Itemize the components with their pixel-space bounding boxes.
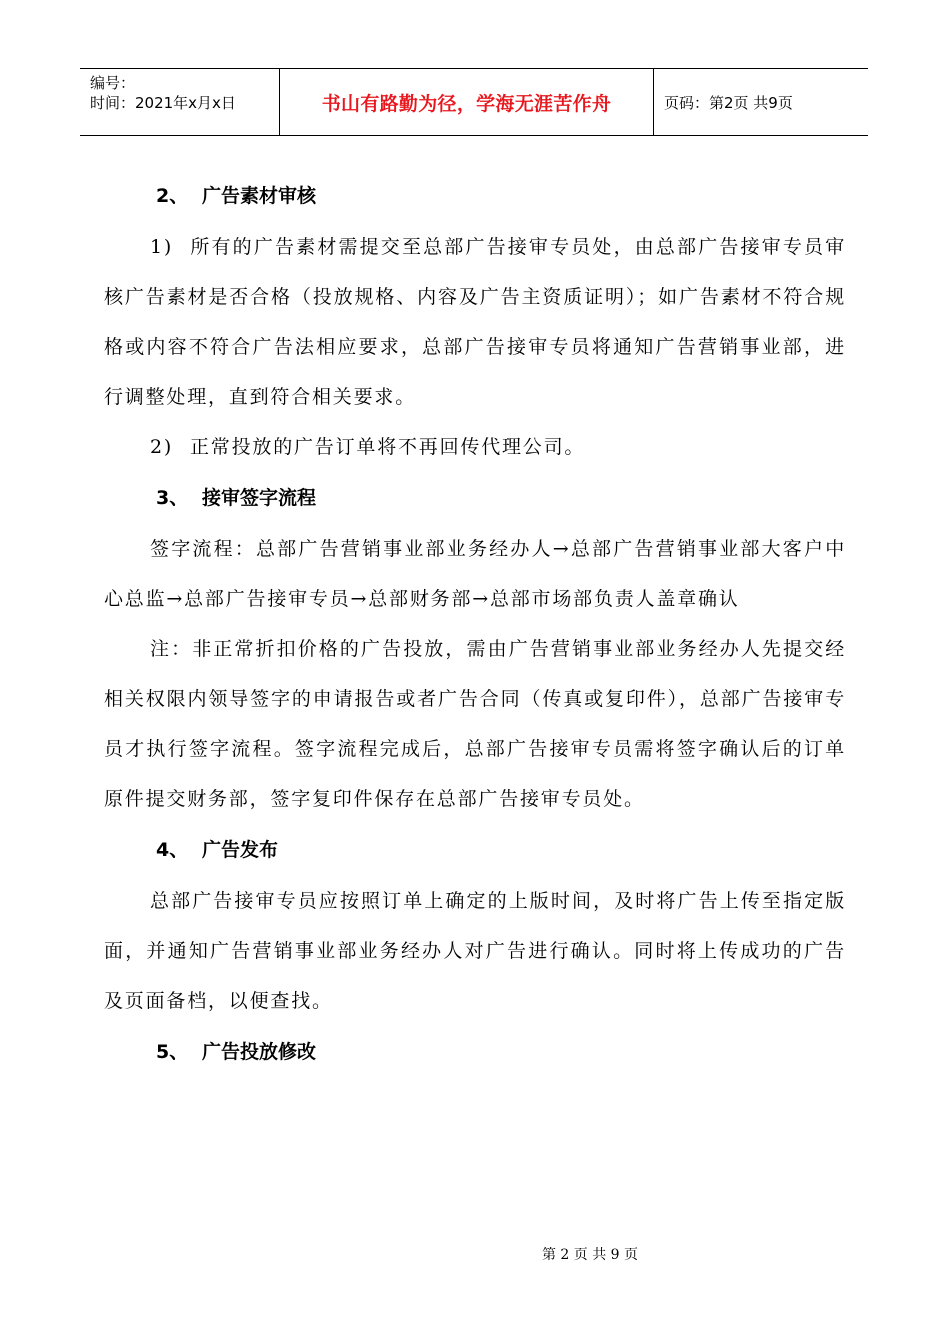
header-page-label: 页码：第2页 共9页 [664, 93, 793, 112]
section-heading-3 [104, 472, 846, 524]
paragraph: 总部广告接审专员应按照订单上确定的上版时间，及时将广告上传至指定版面，并通知广告营销事业部业务经办人对广告进行确认。同时将上传成功的广告及页面备档，以便查找。 [104, 890, 846, 1012]
document-header [80, 68, 868, 136]
section-title: 广告发布 [202, 839, 279, 861]
paragraph-text: 所有的广告素材需提交至总部广告接审专员处，由总部广告接审专员审核广告素材是否合格（投放规格、内容及广告主资质证明）；如广告素材不符合规格或内容不符合广告法相应要求，总部广告接审专员将通知广告营销事业部，进行调整处理，直到符合相关要求。 [104, 236, 846, 408]
section-number: 4、 [156, 839, 189, 861]
section-heading-2 [104, 170, 846, 222]
header-motto-cell [280, 69, 654, 135]
header-page-cell [654, 69, 868, 135]
header-number-label: 编号： [90, 74, 136, 92]
section-number: 3、 [156, 487, 189, 509]
page-footer: 第 2 页 共 9 页 [541, 1247, 639, 1263]
section-number: 2、 [156, 185, 189, 207]
section-title: 广告素材审核 [202, 185, 317, 207]
document-body [104, 170, 846, 1078]
item-number: 1) [150, 236, 174, 258]
header-time-label: 时间：2021年x月x日 [90, 94, 236, 112]
header-motto: 书山有路勤为径，学海无涯苦作舟 [321, 92, 612, 115]
section-title: 接审签字流程 [202, 487, 317, 509]
item-number: 2) [150, 436, 174, 458]
section-number: 5、 [156, 1041, 189, 1063]
paragraph-text: 正常投放的广告订单将不再回传代理公司。 [190, 436, 586, 458]
header-meta [80, 69, 280, 135]
paragraph: 注：非正常折扣价格的广告投放，需由广告营销事业部业务经办人先提交经相关权限内领导签字的申请报告或者广告合同（传真或复印件），总部广告接审专员才执行签字流程。签字流程完成后，总部广告接审专员需将签字确认后的订单原件提交财务部，签字复印件保存在总部广告接审专员处。 [104, 638, 846, 810]
section-title: 广告投放修改 [202, 1041, 317, 1063]
paragraph [104, 422, 846, 472]
section-heading-5 [104, 1026, 846, 1078]
paragraph [104, 222, 846, 422]
section-heading-4 [104, 824, 846, 876]
paragraph: 签字流程：总部广告营销事业部业务经办人→总部广告营销事业部大客户中心总监→总部广告接审专员→总部财务部→总部市场部负责人盖章确认 [104, 538, 846, 610]
